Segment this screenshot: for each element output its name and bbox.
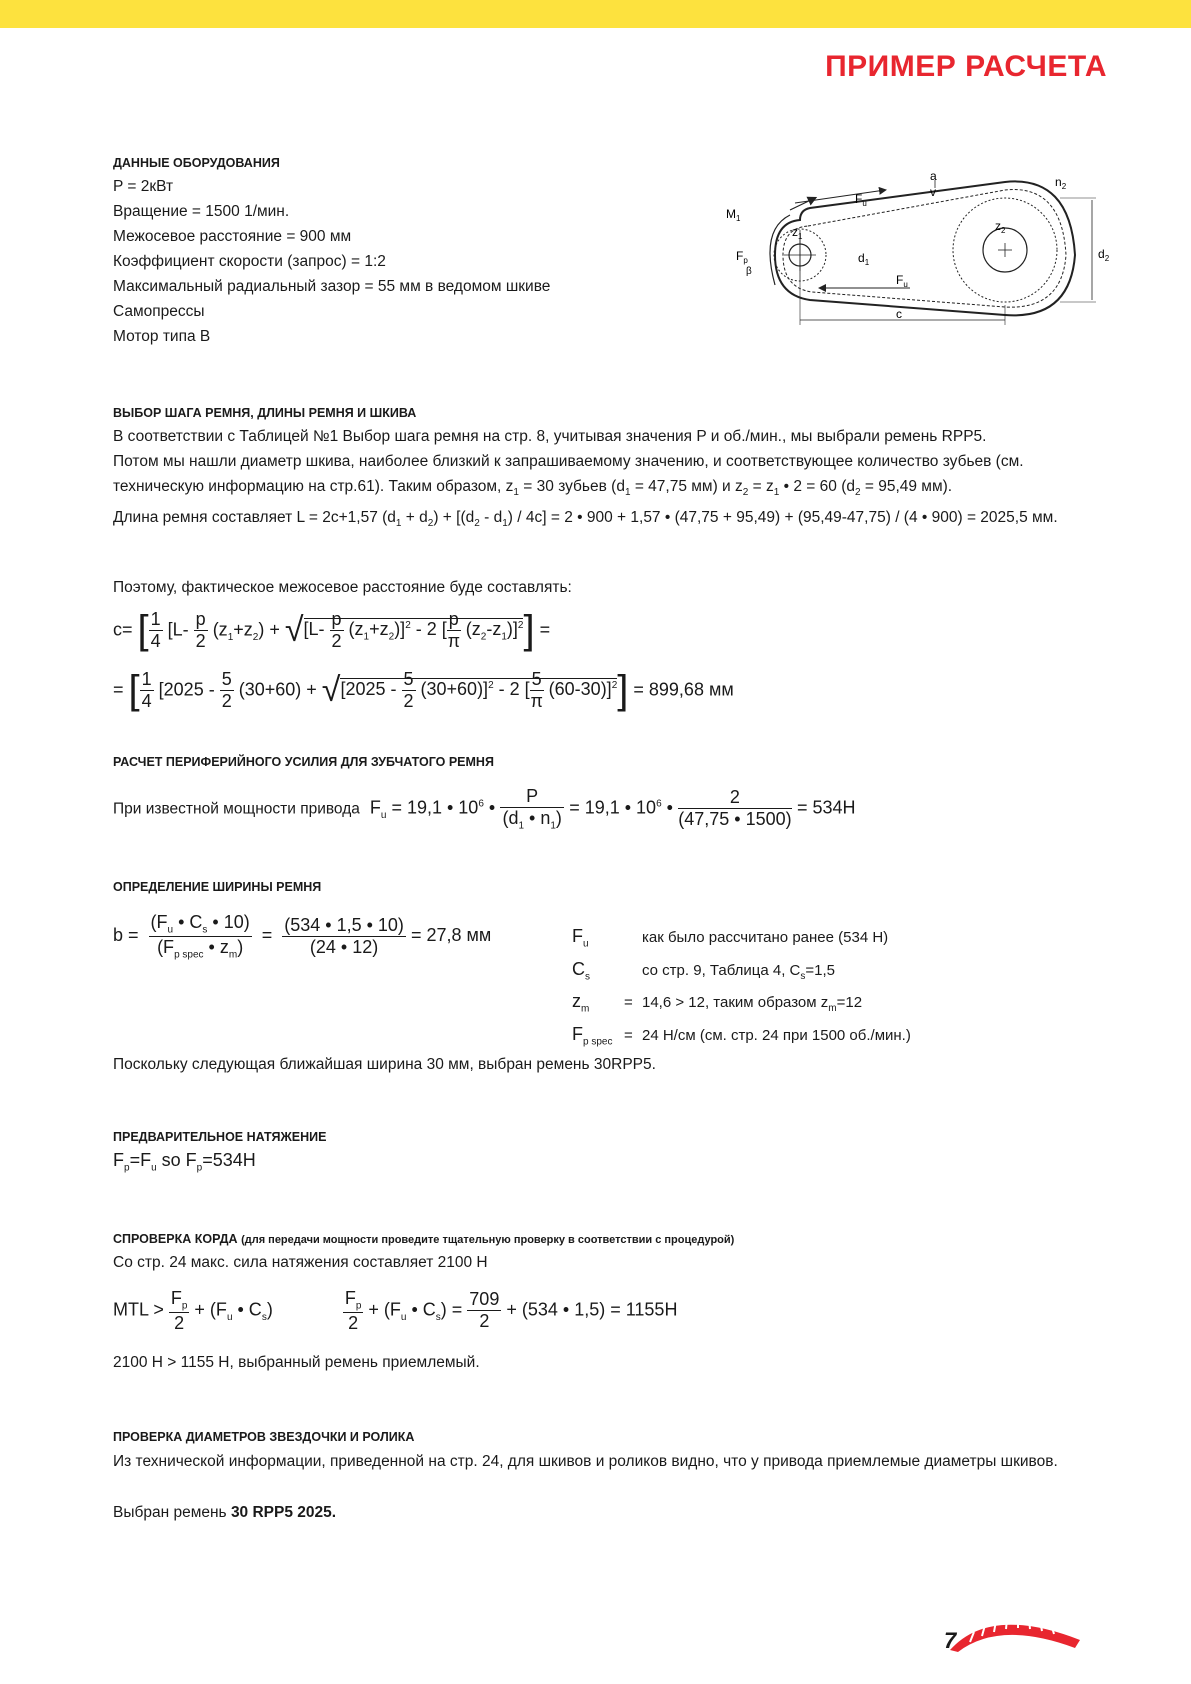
equipment-line: Мотор типа B — [113, 328, 211, 345]
width-conclusion: Поскольку следующая ближайшая ширина 30 мм, выбран ремень 30RPP5. — [113, 1056, 656, 1073]
belt-drive-diagram — [720, 170, 1120, 340]
label-m1: $M_1$ — [726, 207, 741, 223]
equipment-heading: ДАННЫЕ ОБОРУДОВАНИЯ — [113, 156, 280, 170]
page-number: 7 — [944, 1628, 957, 1653]
center-distance-formula: c= [ $\frac{1}{4}$ [L- $\frac{p}{2}$ $(z_1+z_2) + √[L-$ $\frac{p}{2}$ $(z_1+z_2)]^2 - 2$ [ $\frac{p}{\pi}$ $(z_2-z_1)]^2$] = — [113, 608, 551, 652]
label-d1: $d_1$ — [858, 251, 870, 267]
width-heading: ОПРЕДЕЛЕНИЕ ШИРИНЫ РЕМНЯ — [113, 880, 322, 894]
final-selection: Выбран ремень 30 RPP5 2025. — [113, 1504, 337, 1521]
cord-conclusion: 2100 Н > 1155 Н, выбранный ремень приемлемый. — [113, 1354, 480, 1371]
equipment-line: Вращение = 1500 1/мин. — [113, 203, 290, 220]
equipment-line: Самопрессы — [113, 303, 205, 320]
label-fu-top: $F_u$ — [855, 192, 867, 208]
equipment-line: Максимальный радиальный зазор = 55 мм в ведомом шкиве — [113, 278, 551, 295]
label-d2: $d_2$ — [1098, 247, 1110, 263]
top-color-bar — [0, 0, 1191, 28]
label-fu-bottom: $F_u$ — [896, 273, 908, 289]
equipment-line: P = 2кВт — [113, 178, 174, 195]
cord-formula: MTL > $\frac{F_p}{2}$ + ($F_u$ • $C_s$) $\frac{F_p}{2}$ + ($F_u$ • $C_s$) = $\frac{709}{2}$ + (534 • 1,5) = 1155Н — [113, 1288, 678, 1333]
page-title: ПРИМЕР РАСЧЕТА — [825, 50, 1107, 83]
pretension-formula: $F_p=F_u$ so $F_p=534Н$ — [113, 1150, 256, 1174]
selection-line: Потом мы нашли диаметр шкива, наиболее близкий к запрашиваемому значению, и соответствующее количество зубьев (см. — [113, 453, 1024, 470]
force-heading: РАСЧЕТ ПЕРИФЕРИЙНОГО УСИЛИЯ ДЛЯ ЗУБЧАТОГО РЕМНЯ — [113, 755, 494, 769]
footer-logo — [930, 1610, 1110, 1660]
legend-row: $F_u$ как было рассчитано ранее (534 Н) — [572, 926, 889, 950]
label-a: a — [930, 170, 937, 183]
width-formula: b = $\frac{(F_u • C_s • 10)}{(F_{p spec} • z_m)}$ = $\frac{(534 • 1,5 • 10)}{(24 • 12)}$ = 27,8 мм — [113, 912, 492, 961]
label-beta: β — [746, 266, 752, 277]
force-result: = 534Н — [796, 797, 856, 818]
cord-heading: СПРОВЕРКА КОРДА (для передачи мощности проведите тщательную проверку в соответствии с процедурой) — [113, 1232, 735, 1246]
force-text: При известной мощности привода — [113, 800, 360, 818]
label-fp: $F_p$ — [736, 249, 748, 265]
diameters-line: Из технической информации, приведенной на стр. 24, для шкивов и роликов видно, что у привода приемлемые диаметры шкивов. — [113, 1453, 1058, 1470]
label-z1: $z_1$ — [792, 225, 803, 241]
diameters-heading: ПРОВЕРКА ДИАМЕТРОВ ЗВЕЗДОЧКИ И РОЛИКА — [113, 1430, 415, 1444]
label-z2: $z_2$ — [995, 219, 1006, 235]
selection-text — [113, 424, 1058, 536]
equipment-list — [113, 174, 550, 349]
center-distance-result: = 899,68 мм — [633, 679, 734, 700]
equipment-line: Коэффициент скорости (запрос) = 1:2 — [113, 253, 386, 270]
force-formula: При известной мощности привода $F_u = 19,1$ • $10^6$ • $\frac{P}{(d_1 • n_1)}$ = 19,1 • $10^6$ • $\frac{2}{(47,75 • 1500)}$ = 534Н — [113, 786, 856, 832]
legend-row: $C_s$ со стр. 9, Таблица 4, $C_s=1,5$ — [572, 958, 836, 983]
label-n2: $n_2$ — [1055, 175, 1067, 191]
label-v: v — [930, 185, 936, 199]
width-result: = 27,8 мм — [410, 924, 492, 945]
label-c: c — [896, 307, 902, 321]
center-distance-substituted: = [ $\frac{1}{4}$ [2025 - $\frac{5}{2}$ (30+60) + √[2025 - $\frac{5}{2}$ (30+60)]$^2$ - 2 [ $\frac{5}{\pi}$ (60-30)]$^2$] = 899,68 мм — [113, 668, 734, 712]
selection-heading: ВЫБОР ШАГА РЕМНЯ, ДЛИНЫ РЕМНЯ И ШКИВА — [113, 406, 417, 420]
cord-line: Со стр. 24 макс. сила натяжения составляет 2100 Н — [113, 1254, 488, 1271]
width-legend — [572, 924, 911, 1054]
selection-line: Длина ремня составляет L = 2c+1,57 $(d_1 + d_2) + [(d_2 - d_1) / 4c] = 2$ • 900 + 1,57 • (47,75 + 95,49) + (95,49-47,75) / (4 • 900) = 2025,5 мм. — [113, 509, 1058, 530]
pretension-heading: ПРЕДВАРИТЕЛЬНОЕ НАТЯЖЕНИЕ — [113, 1130, 327, 1144]
selection-line: техническую информацию на стр.61). Таким образом, $z_1 = 30$ зубьев ($d_1 = 47,75$ мм) и $z_2 = z_1$ • 2 = 60 ($d_2 = 95,49$ мм). — [113, 478, 953, 499]
center-distance-intro: Поэтому, фактическое межосевое расстояние буде составлять: — [113, 579, 572, 596]
legend-row: $F_{p spec} = 24$ Н/см (см. стр. 24 при 1500 об./мин.) — [572, 1023, 911, 1048]
equipment-line: Межосевое расстояние = 900 мм — [113, 228, 352, 245]
legend-row: $z_m = 14,6 > 12$, таким образом $z_m=12$ — [572, 991, 863, 1015]
selection-line: В соответствии с Таблицей №1 Выбор шага ремня на стр. 8, учитывая значения P и об./мин., мы выбрали ремень RPP5. — [113, 428, 987, 445]
